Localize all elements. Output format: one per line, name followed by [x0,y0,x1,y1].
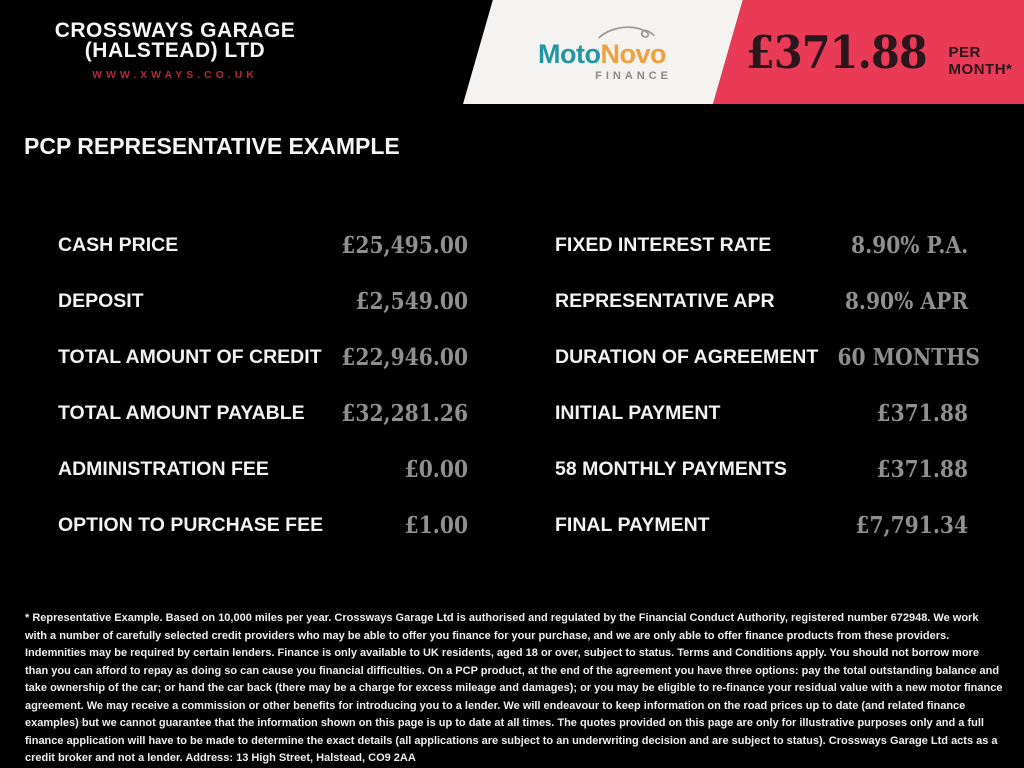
row-value: £371.88 [876,399,968,427]
table-row [58,385,468,441]
row-value: £371.88 [876,455,968,483]
row-label: FIXED INTEREST RATE [555,233,772,256]
table-row [555,385,968,441]
table-row [555,497,968,553]
price-banner [746,0,1024,104]
row-label: DURATION OF AGREEMENT [555,345,819,368]
table-row [58,329,468,385]
row-value: £25,495.00 [341,231,468,259]
row-value: £7,791.34 [855,511,968,539]
dealer-logo [35,21,315,81]
row-value: 8.90% P.A. [850,231,968,259]
row-value: 8.90% APR [844,287,968,315]
table-row [555,217,968,273]
dealer-name-line2: (HALSTEAD) LTD [84,39,266,62]
price-period-label: PER MONTH* [948,44,1013,78]
row-value: £2,549.00 [355,287,468,315]
motonovo-finance-label: FINANCE [595,70,672,82]
row-value: £0.00 [404,455,468,483]
row-label: ADMINISTRATION FEE [58,457,269,480]
monthly-price: £371.88 [746,25,927,79]
table-row [58,273,468,329]
row-label: TOTAL AMOUNT OF CREDIT [58,345,322,368]
header-band [0,0,1024,104]
motonovo-word-moto: Moto [538,39,601,69]
table-row [555,441,968,497]
table-row [58,217,468,273]
row-label: OPTION TO PURCHASE FEE [58,513,324,536]
row-value: £1.00 [404,511,468,539]
finance-table-left-column [58,217,468,553]
table-row [555,329,981,385]
row-label: REPRESENTATIVE APR [555,289,775,312]
page-title: PCP REPRESENTATIVE EXAMPLE [24,133,400,159]
row-label: TOTAL AMOUNT PAYABLE [58,401,305,424]
row-label: INITIAL PAYMENT [555,401,721,424]
dealer-website: WWW.XWAYS.CO.UK [92,69,258,81]
table-row [58,441,468,497]
disclaimer-text: * Representative Example. Based on 10,000 miles per year. Crossways Garage Ltd is authorised and regulated by the Financial Conduct Authority, registered number 672948. We work with a number of carefully selected credit providers who may be able to offer you finance for your purchase, and we are only able to offer finance products from these providers. Indemnities may be required by certain lenders. Finance is only available to UK residents, aged 18 or over, subject to status. Terms and Conditions apply. You should not borrow more than you can afford to repay as doing so can cause you financial difficulties. On a PCP product, at the end of the agreement you have three options: pay the total outstanding balance and take ownership of the car; or hand the car back (there may be a charge for excess mileage and damages); or you may be eligible to re-finance your residual value with a new motor finance agreement. We may receive a commission or other benefits for introducing you to a lender. We will endeavour to keep information on the road prices up to date (and related finance examples) but we cannot guarantee that the information shown on this page is up to date at all times. The quotes provided on this page are only for illustrative purposes only and a full finance application will have to be made to determine the exact details (all applications are subject to an underwriting decision and are subject to status). Crossways Garage Ltd acts as a credit broker and not a lender. Address: 13 High Street, Halstead, CO9 2AA [25,612,1003,764]
motonovo-wordmark [538,41,672,68]
finance-table-right-column [555,217,981,553]
table-row [555,273,968,329]
row-value: 60 MONTHS [837,343,981,371]
row-label: 58 MONTHLY PAYMENTS [555,457,787,480]
row-label: CASH PRICE [58,233,179,256]
row-label: FINAL PAYMENT [555,513,710,536]
row-label: DEPOSIT [58,289,144,312]
dealer-name-line1: CROSSWAYS GARAGE [54,19,296,42]
motonovo-word-novo: Novo [600,39,666,69]
row-value: £22,946.00 [341,343,468,371]
row-value: £32,281.26 [341,399,468,427]
table-row [58,497,468,553]
motonovo-logo [538,24,672,82]
